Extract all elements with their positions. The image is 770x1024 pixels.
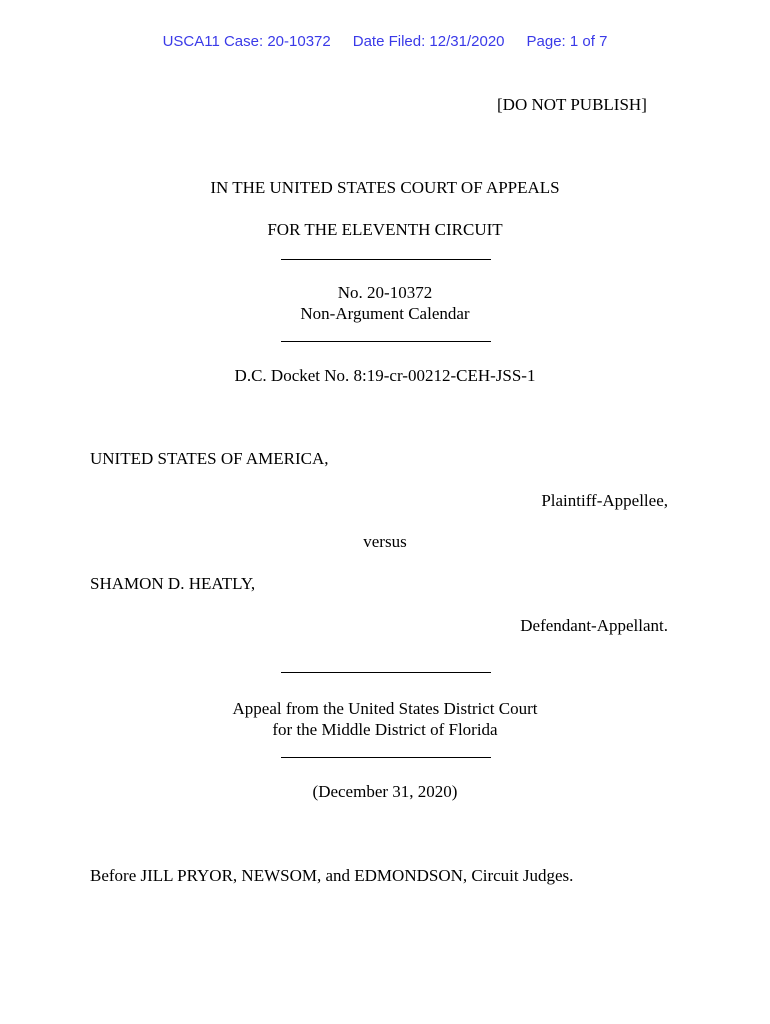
docket-number: D.C. Docket No. 8:19-cr-00212-CEH-JSS-1 — [234, 366, 536, 385]
defendant-role: Defendant-Appellant. — [520, 616, 668, 635]
plaintiff-name: UNITED STATES OF AMERICA, — [90, 449, 329, 468]
appeal-origin-line1: Appeal from the United States District Court — [232, 699, 538, 718]
appeal-origin-line2: for the Middle District of Florida — [272, 720, 498, 739]
filing-header-stamp — [0, 33, 770, 50]
plaintiff-role: Plaintiff-Appellee, — [541, 491, 668, 510]
decision-date: (December 31, 2020) — [312, 782, 458, 801]
court-name-line2: FOR THE ELEVENTH CIRCUIT — [267, 220, 503, 239]
case-number-stamp: USCA11 Case: 20-10372 — [162, 33, 331, 50]
publish-note: [DO NOT PUBLISH] — [497, 95, 647, 114]
panel-judges: Before JILL PRYOR, NEWSOM, and EDMONDSON, Circuit Judges. — [90, 866, 574, 885]
case-number: No. 20-10372 — [337, 283, 433, 302]
versus-label: versus — [363, 532, 407, 551]
separator-rule — [281, 757, 491, 758]
court-name-line1: IN THE UNITED STATES COURT OF APPEALS — [210, 178, 560, 197]
calendar-type: Non-Argument Calendar — [300, 304, 470, 323]
separator-rule — [281, 672, 491, 673]
date-filed-stamp: Date Filed: 12/31/2020 — [352, 33, 505, 50]
separator-rule — [281, 341, 491, 342]
separator-rule — [281, 259, 491, 260]
defendant-name: SHAMON D. HEATLY, — [90, 574, 256, 593]
page-count-stamp: Page: 1 of 7 — [526, 33, 608, 50]
